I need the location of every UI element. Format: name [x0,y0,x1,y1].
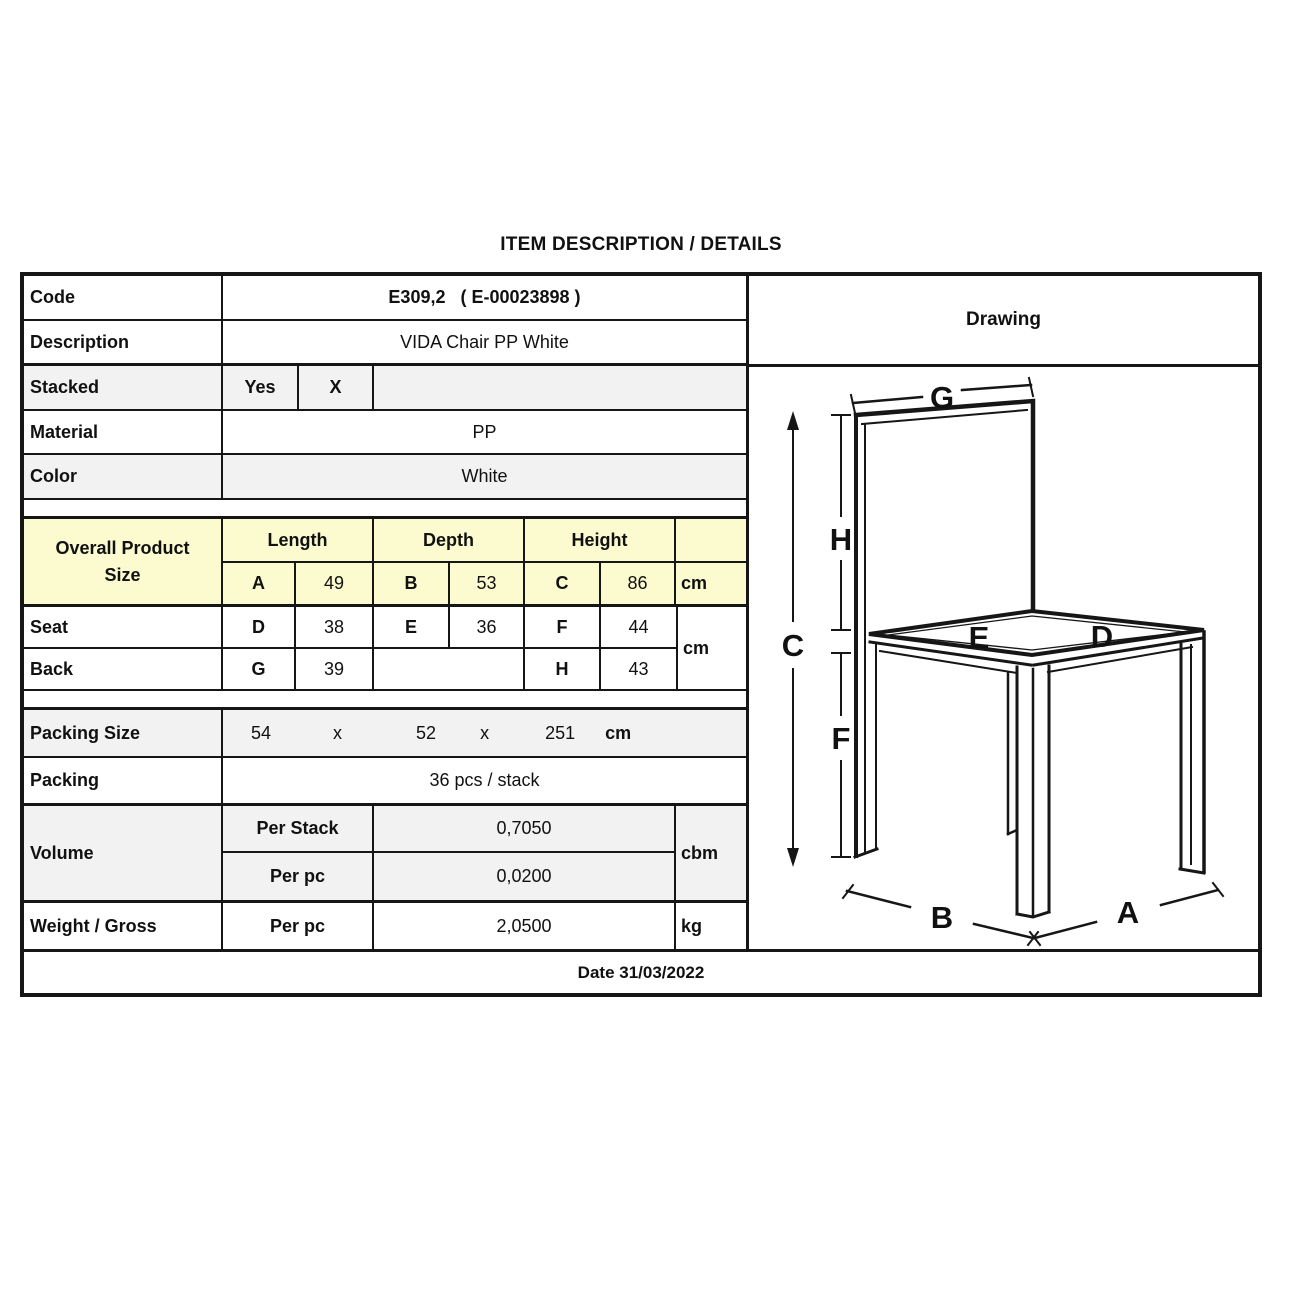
dim-a-key: A [223,563,296,604]
packing-size-x2: x [480,722,490,743]
dim-b-value: 53 [450,563,525,604]
drawing-label-e: E [968,620,990,655]
dim-g-value: 39 [296,649,374,689]
dim-g-key: G [223,649,296,689]
packing-size-v1: 54 [251,722,272,743]
packing-value: 36 pcs / stack [429,770,540,790]
seat-back-unit: cm [676,607,746,689]
packing-label: Packing [24,758,223,803]
packing-size-unit: cm [605,722,632,743]
details-panel [24,276,749,949]
size-values-row [223,563,746,604]
height-header: Height [525,519,676,561]
dim-h-value: 43 [628,658,649,679]
packing-size-row [24,710,746,758]
description-label: Description [24,321,223,363]
back-depth-empty [374,649,525,689]
volume-label: Volume [24,806,223,900]
packing-size-v2: 52 [416,722,437,743]
chair-drawing [749,367,1258,949]
dim-b-key: B [374,563,450,604]
weight-label: Weight / Gross [24,903,223,949]
volume-per-stack-label: Per Stack [223,806,374,851]
weight-per-pc-label: Per pc [223,903,374,949]
stacked-empty-cell [374,366,746,409]
spacer-row-2 [24,691,746,710]
volume-rows [223,806,676,900]
seat-back-rows [24,607,676,689]
description-value: VIDA Chair PP White [400,331,569,352]
seat-label: Seat [24,607,223,647]
material-row [24,411,746,455]
weight-value: 2,0500 [374,903,676,949]
packing-row [24,758,746,806]
date-row [24,949,1258,993]
volume-per-stack-row [223,806,674,853]
dim-f-value: 44 [628,616,649,637]
drawing-label-g: G [929,380,955,415]
dim-e-key: E [374,607,450,647]
code-row [24,276,746,321]
drawing-header: Drawing [749,276,1258,367]
drawing-label-b: B [930,900,954,935]
packing-size-label: Packing Size [24,710,223,756]
volume-unit: cbm [681,842,719,863]
page-title: ITEM DESCRIPTION / DETAILS [500,234,782,255]
seat-row [24,607,676,649]
drawing-area [749,367,1258,949]
stacked-label: Stacked [24,366,223,409]
overall-size-table [24,519,746,607]
dim-a-value: 49 [296,563,374,604]
overall-size-columns [223,519,746,604]
stacked-yes-cell: Yes [223,366,299,409]
depth-header: Depth [374,519,525,561]
drawing-label-d: D [1090,619,1114,654]
size-unit: cm [681,573,708,593]
drawing-label-c: C [781,628,805,663]
packing-size-v3: 251 [545,722,576,743]
back-row [24,649,676,689]
overall-size-label: Overall Product Size [24,519,223,604]
dim-d-value: 38 [296,607,374,647]
dim-d-key: D [223,607,296,647]
stacked-mark-cell: X [299,366,374,409]
c-arrow-bottom [787,848,799,867]
color-row [24,455,746,500]
drawing-panel [749,276,1258,949]
c-arrow-top [787,411,799,430]
date-text: Date 31/03/2022 [577,962,705,982]
code-label: Code [24,276,223,319]
length-header: Length [223,519,374,561]
dim-c-key: C [525,563,601,604]
material-value: PP [472,421,497,442]
volume-per-pc-value: 0,0200 [496,866,552,886]
color-value: White [461,466,508,486]
volume-per-stack-value: 0,7050 [496,818,552,838]
packing-size-values [223,710,746,756]
dim-e-value: 36 [450,607,525,647]
drawing-label-h: H [829,522,853,557]
packing-size-x1: x [333,722,343,743]
size-header-empty [676,519,746,561]
seat-back-table [24,607,746,691]
volume-per-pc-row [223,853,674,900]
color-label: Color [24,455,223,498]
dim-c-value: 86 [601,563,676,604]
code-value: E309,2 ( E-00023898 ) [388,287,581,307]
chair-backrest-outline [856,401,1033,610]
item-details-table [20,272,1262,997]
volume-section [24,806,746,903]
size-header-row [223,519,746,563]
weight-unit: kg [681,915,703,936]
volume-per-pc-label: Per pc [223,853,374,900]
description-row [24,321,746,366]
spacer-row-1 [24,500,746,519]
dim-f-key: F [525,607,601,647]
weight-row [24,903,746,949]
drawing-label-f: F [831,721,851,756]
dim-h-key: H [525,649,601,689]
stacked-row [24,366,746,411]
sheet-body [24,276,1258,949]
drawing-label-a: A [1116,895,1140,930]
material-label: Material [24,411,223,453]
back-label: Back [24,649,223,689]
